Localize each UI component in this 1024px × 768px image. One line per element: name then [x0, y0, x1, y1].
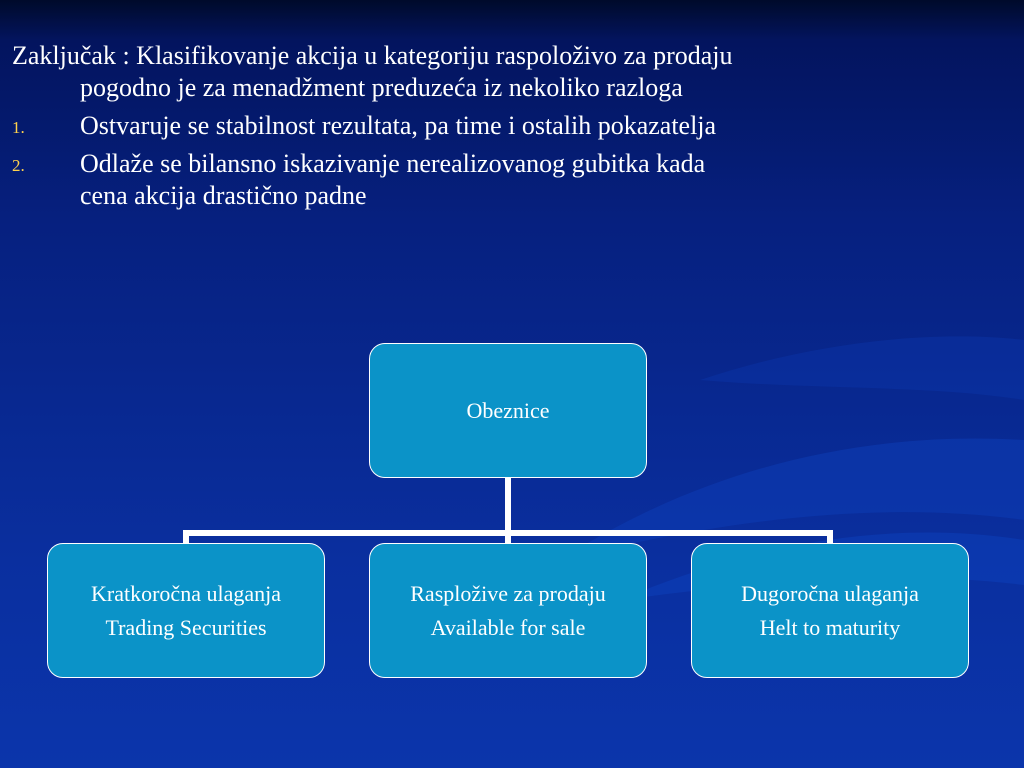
child-node-trading: [47, 543, 325, 678]
reason-number-2: 2.: [12, 156, 25, 175]
child-node-trading-line-2: Trading Securities: [105, 614, 267, 640]
reason-text-2-line-1: Odlaže se bilansno iskazivanje nerealizovanog gubitka kada: [80, 149, 706, 178]
child-node-htm-line-1: Dugoročna ulaganja: [741, 580, 919, 606]
connector-right-drop: [827, 530, 833, 544]
conclusion-line-2: pogodno je za menadžment preduzeća iz nekoliko razloga: [80, 73, 683, 102]
child-node-htm-line-2: Helt to maturity: [759, 614, 901, 640]
reason-number-1: 1.: [12, 118, 25, 137]
child-node-trading-line-1: Kratkoročna ulaganja: [91, 580, 281, 606]
reason-text-1: Ostvaruje se stabilnost rezultata, pa time i ostalih pokazatelja: [80, 111, 717, 140]
root-node-label: Obeznice: [466, 397, 550, 423]
child-node-available-for-sale: [369, 543, 647, 678]
root-node: [369, 343, 647, 478]
child-node-afs-line-1: Raspložive za prodaju: [410, 580, 606, 606]
child-node-held-to-maturity: [691, 543, 969, 678]
connector-middle-drop: [505, 530, 511, 544]
child-node-afs-line-2: Available for sale: [430, 614, 586, 640]
connector-left-drop: [183, 530, 189, 544]
conclusion-line-1: Zaključak : Klasifikovanje akcija u kategoriju raspoloživo za prodaju: [12, 41, 733, 70]
reason-text-2-line-2: cena akcija drastično padne: [80, 181, 367, 210]
connector-root-stem: [505, 477, 511, 534]
